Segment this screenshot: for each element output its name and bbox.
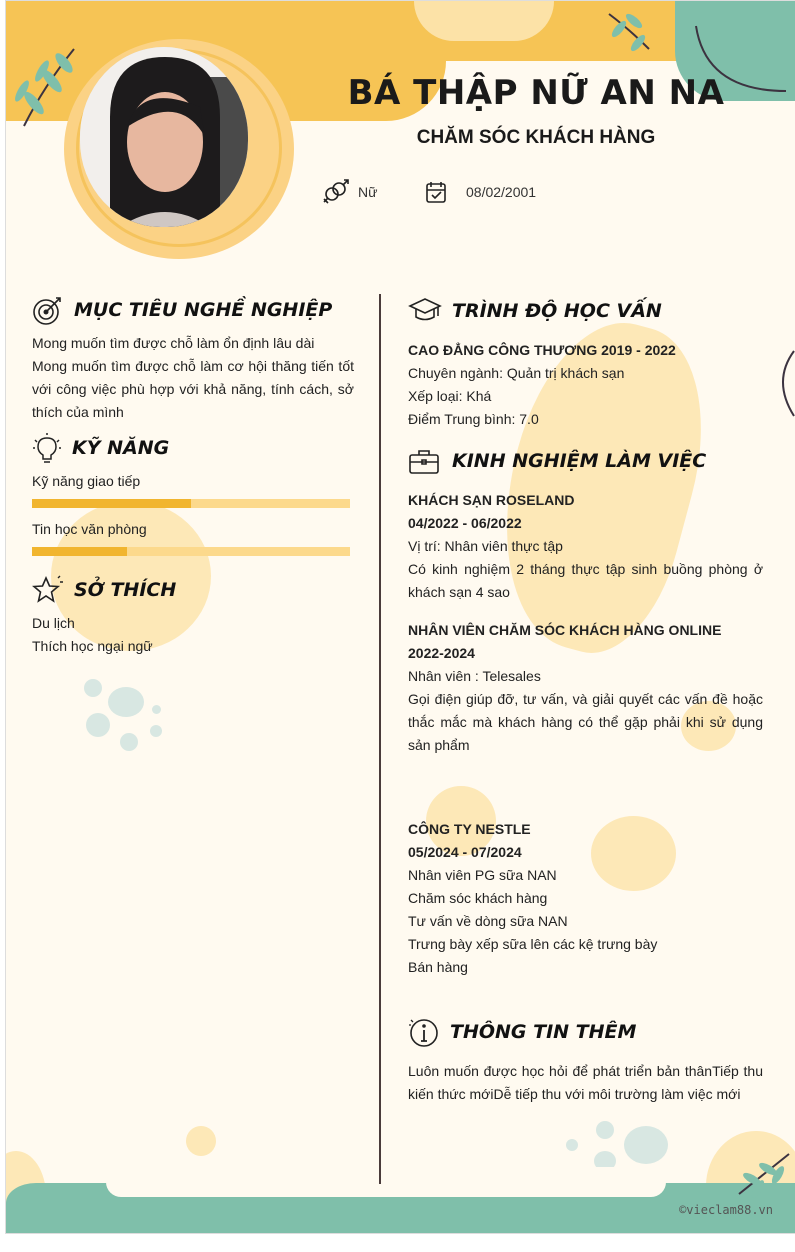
skill-bar-fill [32, 499, 191, 508]
job-duty: Tư vấn về dòng sữa NAN [408, 913, 568, 929]
skill-label: Tin học văn phòng [32, 521, 147, 537]
additional-text: Luôn muốn được học hỏi để phát triển bản thânTiếp thu kiến thức mớiDễ tiếp thu với môi trường làm việc mới [408, 1063, 763, 1102]
job-position: Nhân viên : Telesales [408, 668, 541, 684]
skill-bar [32, 547, 350, 556]
header-yellow-band [6, 1, 706, 61]
cv-page [5, 0, 795, 1234]
bg-dot [86, 713, 110, 737]
hobbies-title: SỞ THÍCH [74, 579, 177, 601]
calendar-icon [424, 179, 450, 205]
leaf-icon [604, 9, 654, 54]
objective-title: MỤC TIÊU NGHỀ NGHIỆP [74, 299, 333, 321]
experience-heading [408, 446, 706, 476]
job-duty: Trưng bày xếp sữa lên các kệ trưng bày [408, 936, 658, 952]
column-divider [379, 294, 381, 1184]
education-gpa: Điểm Trung bình: 7.0 [408, 411, 539, 427]
birthdate-info [424, 179, 536, 205]
briefcase-icon [408, 446, 442, 476]
job-period: 04/2022 - 06/2022 [408, 515, 522, 531]
bg-blob [591, 816, 676, 891]
job-duty: Bán hàng [408, 959, 468, 975]
lightbulb-icon [32, 432, 62, 464]
watermark: ©vieclam88.vn [679, 1203, 773, 1217]
top-blob [414, 1, 554, 41]
job-company: NHÂN VIÊN CHĂM SÓC KHÁCH HÀNG ONLINE [408, 622, 722, 638]
objective-line: Mong muốn tìm được chỗ làm cơ hội thăng tiến tốt với công việc phù hợp với khả năng, tính cách, sở thích của mình [32, 358, 354, 420]
objective-heading [32, 294, 332, 326]
additional-heading [408, 1016, 636, 1048]
bg-dot [150, 725, 162, 737]
skill-label: Kỹ năng giao tiếp [32, 473, 141, 489]
info-icon [408, 1016, 440, 1048]
hobby-item: Du lịch [32, 615, 75, 631]
hobbies-heading [32, 574, 176, 606]
curve-decoration [772, 346, 795, 421]
job-company: CÔNG TY NESTLE [408, 821, 531, 837]
skill-bar [32, 499, 350, 508]
birthdate-value: 08/02/2001 [466, 184, 537, 200]
footer-cream-shape [106, 1167, 666, 1197]
gender-icon [322, 179, 350, 205]
objective-line: Mong muốn tìm được chỗ làm ổn định lâu dài [32, 335, 315, 351]
bg-dot [84, 679, 102, 697]
skills-heading [32, 432, 169, 464]
education-title: TRÌNH ĐỘ HỌC VẤN [452, 300, 662, 322]
education-rank: Xếp loại: Khá [408, 388, 492, 404]
leaf-icon [734, 1149, 794, 1199]
bg-dot [120, 733, 138, 751]
education-heading [408, 296, 662, 326]
target-icon [32, 294, 64, 326]
job-period: 2022-2024 [408, 645, 475, 661]
bg-dot [152, 705, 161, 714]
job-duty: Nhân viên PG sữa NAN [408, 867, 557, 883]
job-company: KHÁCH SẠN ROSELAND [408, 492, 575, 508]
job-duty: Chăm sóc khách hàng [408, 890, 548, 906]
graduation-cap-icon [408, 296, 442, 326]
avatar [80, 47, 248, 227]
job-description: Có kinh nghiệm 2 tháng thực tập sinh buồng phòng ở khách sạn 4 sao [408, 561, 763, 600]
star-icon [32, 574, 64, 606]
gender-info [322, 179, 377, 205]
education-school: CAO ĐẲNG CÔNG THƯƠNG 2019 - 2022 [408, 342, 676, 358]
bg-dot [108, 687, 144, 717]
job-title: CHĂM SÓC KHÁCH HÀNG [416, 127, 656, 148]
education-major: Chuyên ngành: Quản trị khách sạn [408, 365, 625, 381]
skill-bar-fill [32, 547, 127, 556]
experience-title: KINH NGHIỆM LÀM VIỆC [452, 450, 707, 472]
bg-dot [566, 1139, 578, 1151]
candidate-name: BÁ THẬP NỮ AN NA [347, 73, 725, 113]
bg-dot [624, 1126, 668, 1164]
job-position: Vị trí: Nhân viên thực tập [408, 538, 563, 554]
job-description: Gọi điện giúp đỡ, tư vấn, và giải quyết các vấn đề hoặc thắc mắc mà khách hàng có thể gặp phải khi sử dụng sản phẩm [408, 691, 763, 753]
skills-title: KỸ NĂNG [72, 437, 170, 459]
bg-dot [596, 1121, 614, 1139]
bg-blob [186, 1126, 216, 1156]
hobby-item: Thích học ngại ngữ [32, 638, 153, 654]
gender-value: Nữ [358, 184, 378, 200]
job-period: 05/2024 - 07/2024 [408, 844, 522, 860]
additional-title: THÔNG TIN THÊM [450, 1021, 637, 1043]
